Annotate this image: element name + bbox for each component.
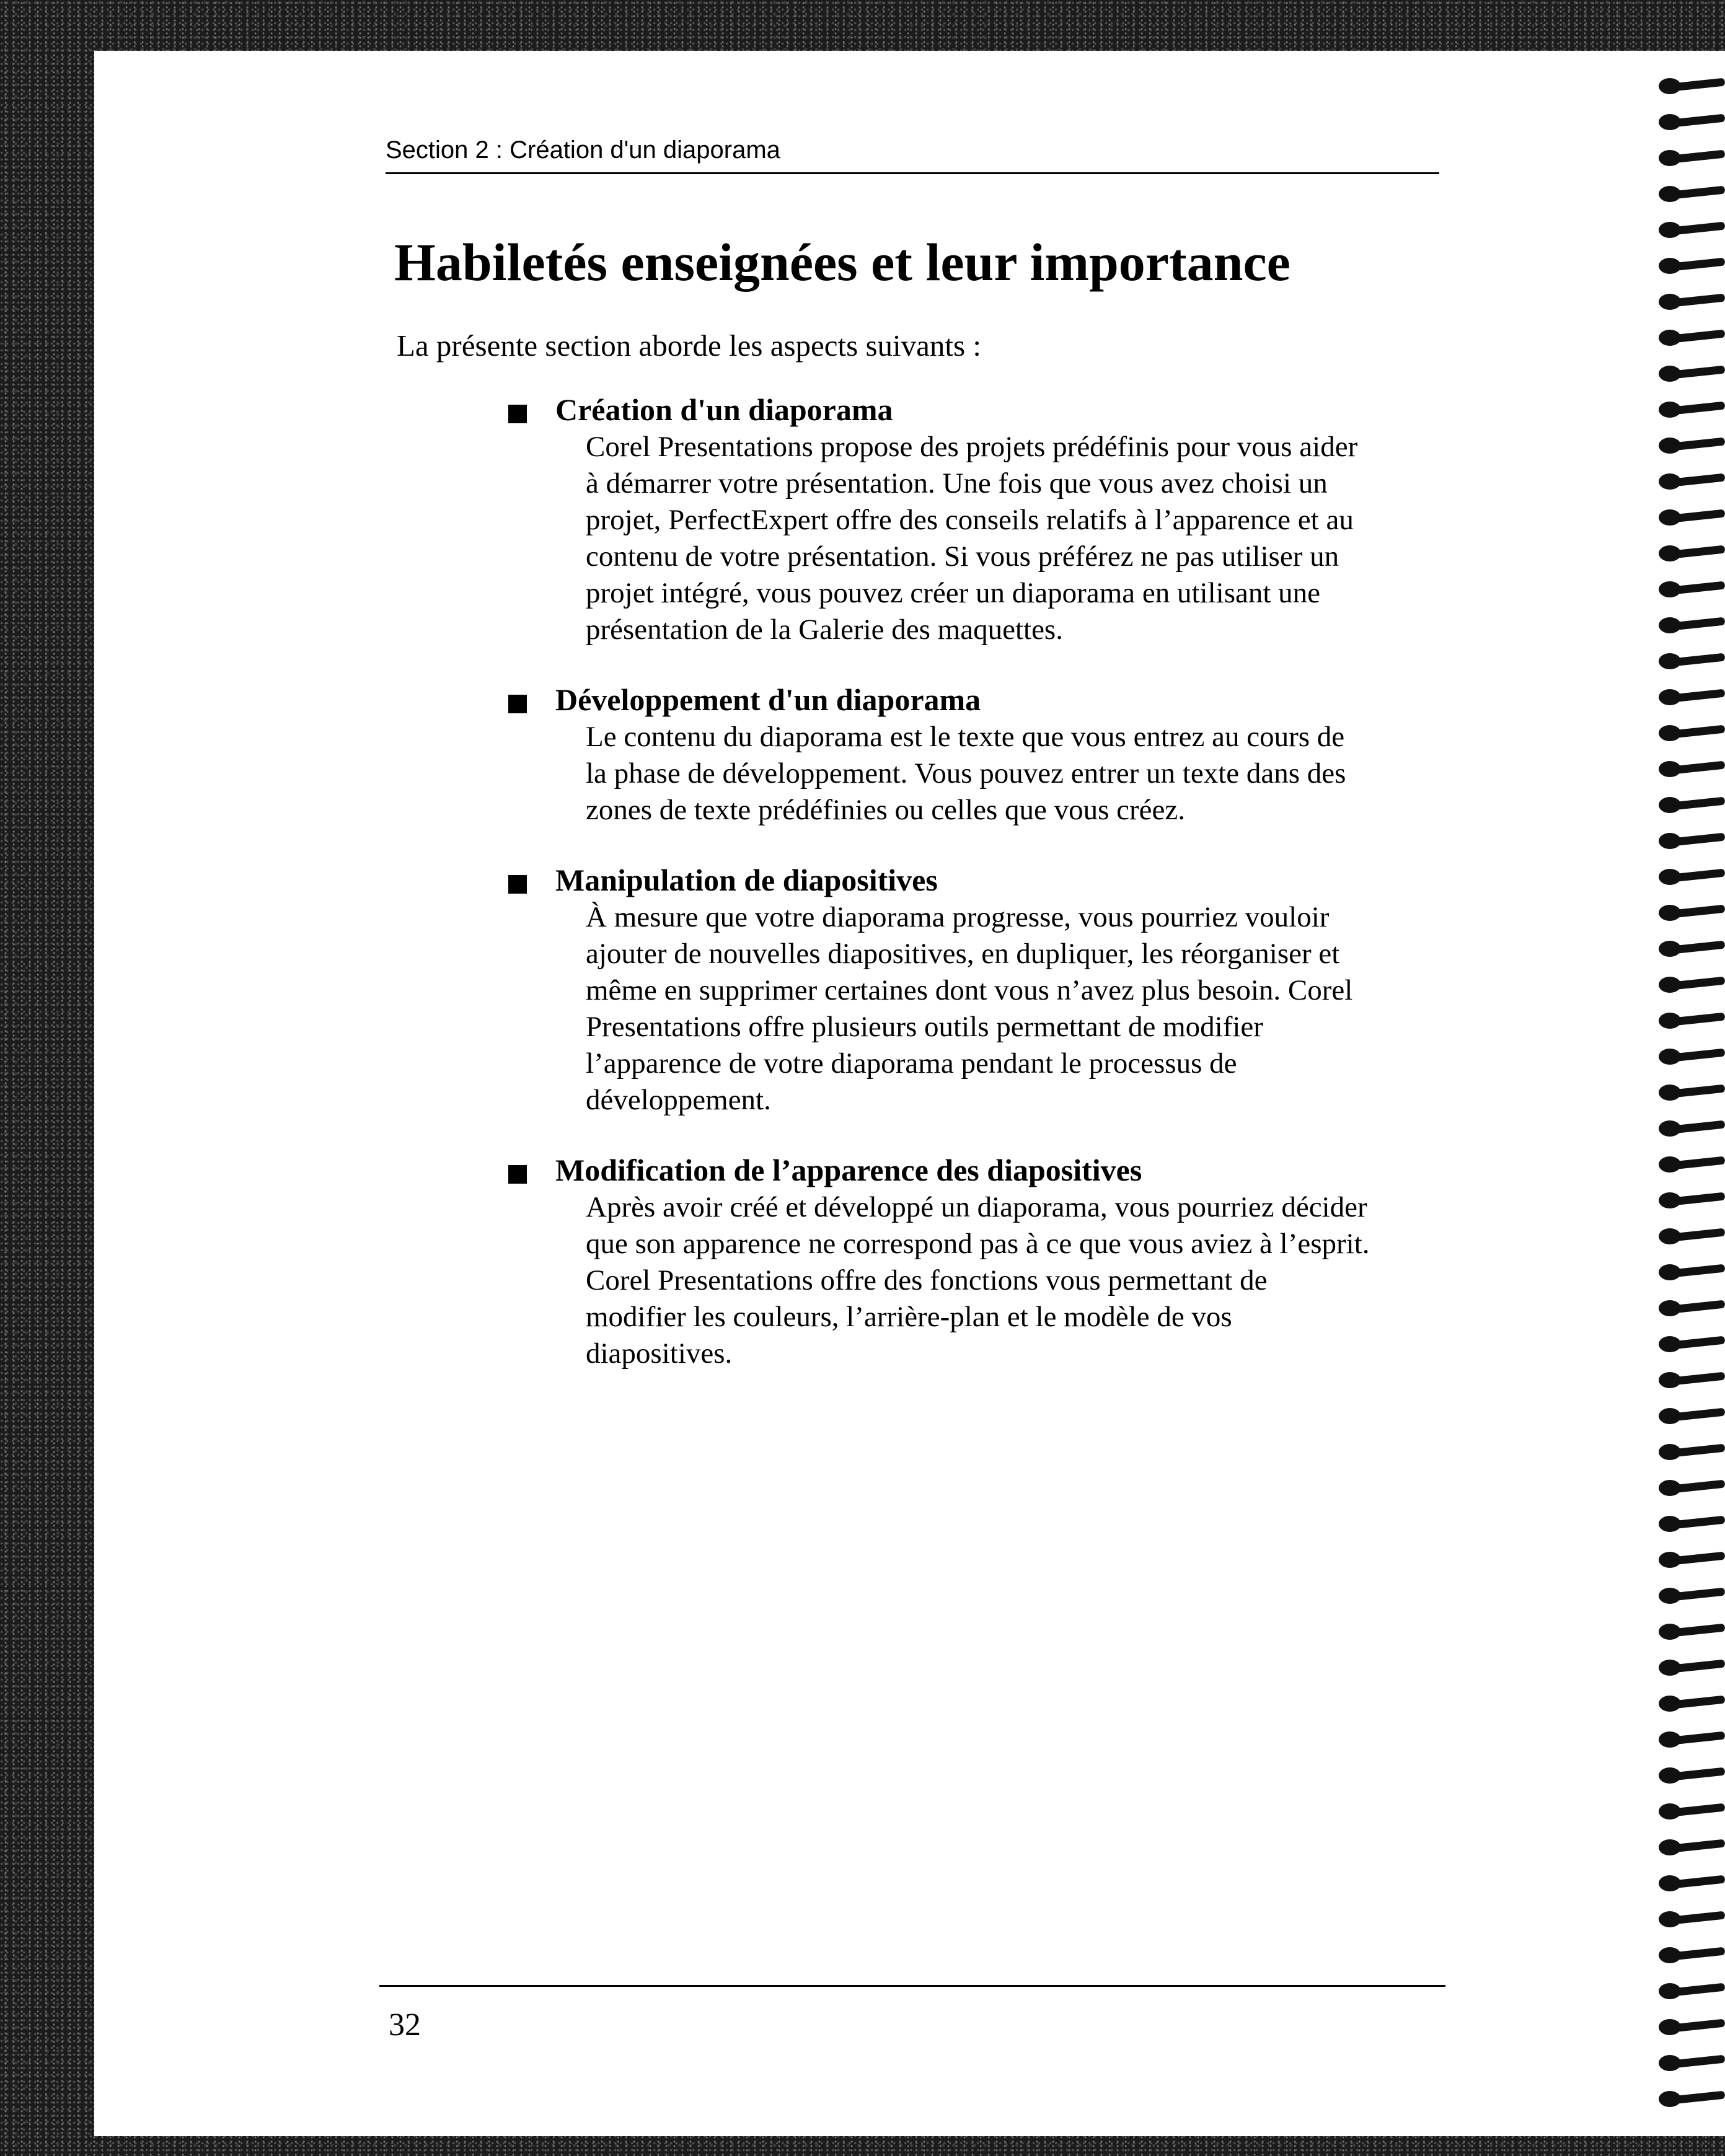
binding-coil bbox=[1659, 721, 1725, 746]
page-number: 32 bbox=[389, 2007, 421, 2043]
coil-wire bbox=[1672, 150, 1725, 164]
binding-coil bbox=[1659, 2051, 1725, 2076]
coil-wire bbox=[1672, 402, 1725, 415]
coil-wire bbox=[1672, 1767, 1725, 1781]
binding-coil bbox=[1659, 757, 1725, 782]
binding-coil bbox=[1659, 1584, 1725, 1609]
item-title: Création d'un diaporama bbox=[555, 392, 893, 427]
binding-coil bbox=[1659, 1764, 1725, 1789]
square-bullet-icon bbox=[508, 695, 527, 713]
intro-text: La présente section aborde les aspects suivants : bbox=[397, 328, 981, 363]
coil-wire bbox=[1672, 725, 1725, 739]
binding-coil bbox=[1659, 542, 1725, 566]
binding-coil bbox=[1659, 685, 1725, 710]
binding-coil bbox=[1659, 1800, 1725, 1824]
binding-coil bbox=[1659, 2087, 1725, 2112]
binding-coil bbox=[1659, 614, 1725, 638]
binding-coil bbox=[1659, 254, 1725, 279]
coil-wire bbox=[1672, 1444, 1725, 1458]
coil-wire bbox=[1672, 2055, 1725, 2069]
binding-coil bbox=[1659, 1081, 1725, 1106]
coil-wire bbox=[1672, 1264, 1725, 1278]
binding-coil bbox=[1659, 1404, 1725, 1429]
coil-wire bbox=[1672, 1228, 1725, 1242]
body-line: À mesure que votre diaporama progresse, vous pourriez vouloir bbox=[586, 901, 1330, 933]
coil-wire bbox=[1672, 1660, 1725, 1673]
coil-wire bbox=[1672, 581, 1725, 595]
binding-coil bbox=[1659, 74, 1725, 99]
coil-wire bbox=[1672, 1947, 1725, 1961]
binding-coil bbox=[1659, 434, 1725, 459]
coil-wire bbox=[1672, 1983, 1725, 1997]
binding-coil bbox=[1659, 1728, 1725, 1753]
coil-wire bbox=[1672, 1839, 1725, 1853]
binding-coil bbox=[1659, 1943, 1725, 1968]
binding-coil bbox=[1659, 1979, 1725, 2004]
binding-coil bbox=[1659, 1153, 1725, 1177]
coil-wire bbox=[1672, 438, 1725, 451]
skills-list bbox=[508, 390, 1457, 1404]
body-line: zones de texte prédéfinies ou celles que vous créez. bbox=[586, 794, 1185, 826]
item-title: Manipulation de diapositives bbox=[555, 863, 938, 897]
item-body bbox=[555, 719, 1457, 829]
binding-coil bbox=[1659, 1189, 1725, 1213]
coil-wire bbox=[1672, 222, 1725, 235]
coil-wire bbox=[1672, 186, 1725, 200]
binding-coil bbox=[1659, 398, 1725, 423]
coil-wire bbox=[1672, 1911, 1725, 1925]
body-line: Corel Presentations propose des projets prédéfinis pour vous aider bbox=[586, 431, 1358, 463]
list-item bbox=[508, 861, 1457, 1119]
binding-coil bbox=[1659, 901, 1725, 926]
coil-wire bbox=[1672, 366, 1725, 379]
body-line: à démarrer votre présentation. Une fois que vous avez choisi un bbox=[586, 467, 1328, 499]
coil-wire bbox=[1672, 1336, 1725, 1350]
item-title: Développement d'un diaporama bbox=[555, 682, 981, 717]
coil-wire bbox=[1672, 1408, 1725, 1422]
item-title: Modification de l’apparence des diapositives bbox=[555, 1153, 1142, 1187]
binding-coil bbox=[1659, 110, 1725, 135]
coil-wire bbox=[1672, 617, 1725, 631]
footer-rule bbox=[379, 1985, 1445, 1987]
body-line: ajouter de nouvelles diapositives, en dupliquer, les réorganiser et bbox=[586, 938, 1340, 970]
coil-wire bbox=[1672, 1552, 1725, 1565]
binding-coil bbox=[1659, 1512, 1725, 1537]
binding-coil bbox=[1659, 793, 1725, 818]
binding-coil bbox=[1659, 470, 1725, 495]
list-item bbox=[508, 1151, 1457, 1372]
body-line: Le contenu du diaporama est le texte que vous entrez au cours de bbox=[586, 721, 1345, 753]
binding-coil bbox=[1659, 1620, 1725, 1645]
coil-wire bbox=[1672, 1696, 1725, 1709]
item-body bbox=[555, 429, 1457, 648]
coil-wire bbox=[1672, 1013, 1725, 1026]
binding-coil bbox=[1659, 506, 1725, 530]
coil-wire bbox=[1672, 1516, 1725, 1529]
square-bullet-icon bbox=[508, 1165, 527, 1184]
coil-wire bbox=[1672, 1120, 1725, 1134]
binding-coil bbox=[1659, 1548, 1725, 1573]
coil-wire bbox=[1672, 653, 1725, 667]
list-item bbox=[508, 680, 1457, 829]
binding-coil bbox=[1659, 1296, 1725, 1321]
binding-coil bbox=[1659, 829, 1725, 854]
binding-coil bbox=[1659, 1907, 1725, 1932]
body-line: Après avoir créé et développé un diaporama, vous pourriez décider bbox=[586, 1191, 1367, 1223]
coil-wire bbox=[1672, 294, 1725, 307]
binding-coil bbox=[1659, 937, 1725, 962]
coil-wire bbox=[1672, 941, 1725, 954]
body-line: même en supprimer certaines dont vous n’avez plus besoin. Corel bbox=[586, 974, 1353, 1006]
binding-coil bbox=[1659, 1440, 1725, 1465]
coil-wire bbox=[1672, 905, 1725, 918]
coil-wire bbox=[1672, 545, 1725, 559]
binding-coil bbox=[1659, 578, 1725, 602]
coil-wire bbox=[1672, 1480, 1725, 1494]
binding-coil bbox=[1659, 865, 1725, 890]
header-rule bbox=[386, 172, 1439, 174]
binding-coil bbox=[1659, 218, 1725, 243]
coil-wire bbox=[1672, 78, 1725, 92]
body-line: présentation de la Galerie des maquettes. bbox=[586, 614, 1063, 646]
binding-coil bbox=[1659, 146, 1725, 171]
coil-wire bbox=[1672, 2091, 1725, 2105]
coil-wire bbox=[1672, 509, 1725, 523]
binding-coil bbox=[1659, 1009, 1725, 1034]
binding-coil bbox=[1659, 1656, 1725, 1681]
coil-wire bbox=[1672, 833, 1725, 847]
body-line: diapositives. bbox=[586, 1337, 733, 1370]
body-line: Corel Presentations offre des fonctions vous permettant de bbox=[586, 1264, 1268, 1296]
binding-coil bbox=[1659, 1692, 1725, 1717]
page-title: Habiletés enseignées et leur importance bbox=[394, 232, 1290, 292]
coil-wire bbox=[1672, 1372, 1725, 1386]
binding-coil bbox=[1659, 1332, 1725, 1357]
binding-coil bbox=[1659, 1261, 1725, 1285]
square-bullet-icon bbox=[508, 875, 527, 894]
item-body bbox=[555, 899, 1457, 1119]
square-bullet-icon bbox=[508, 405, 527, 423]
coil-wire bbox=[1672, 330, 1725, 343]
coil-wire bbox=[1672, 1085, 1725, 1098]
list-item bbox=[508, 390, 1457, 648]
body-line: projet, PerfectExpert offre des conseils relatifs à l’apparence et au bbox=[586, 504, 1354, 536]
coil-wire bbox=[1672, 114, 1725, 128]
coil-wire bbox=[1672, 1049, 1725, 1062]
body-line: projet intégré, vous pouvez créer un diaporama en utilisant une bbox=[586, 577, 1321, 609]
coil-wire bbox=[1672, 1875, 1725, 1889]
coil-wire bbox=[1672, 761, 1725, 775]
coil-wire bbox=[1672, 1624, 1725, 1637]
item-body bbox=[555, 1189, 1457, 1372]
binding-coil bbox=[1659, 649, 1725, 674]
binding-coil bbox=[1659, 1117, 1725, 1142]
body-line: Presentations offre plusieurs outils permettant de modifier bbox=[586, 1011, 1263, 1043]
binding-coil bbox=[1659, 290, 1725, 315]
body-line: contenu de votre présentation. Si vous préférez ne pas utiliser un bbox=[586, 540, 1339, 573]
binding-coil bbox=[1659, 1836, 1725, 1860]
coil-wire bbox=[1672, 258, 1725, 271]
binding-coil bbox=[1659, 362, 1725, 387]
binding-coil bbox=[1659, 1368, 1725, 1393]
coil-wire bbox=[1672, 1588, 1725, 1601]
binding-coil bbox=[1659, 326, 1725, 351]
coil-wire bbox=[1672, 977, 1725, 990]
binding-coil bbox=[1659, 1872, 1725, 1896]
binding-coil bbox=[1659, 1225, 1725, 1249]
coil-wire bbox=[1672, 797, 1725, 811]
binding-coil bbox=[1659, 182, 1725, 207]
binding-coil bbox=[1659, 1476, 1725, 1501]
coil-wire bbox=[1672, 2019, 1725, 2033]
coil-wire bbox=[1672, 1300, 1725, 1314]
body-line: la phase de développement. Vous pouvez entrer un texte dans des bbox=[586, 757, 1346, 790]
body-line: l’apparence de votre diaporama pendant le processus de bbox=[586, 1047, 1237, 1080]
coil-wire bbox=[1672, 1192, 1725, 1206]
body-line: développement. bbox=[586, 1084, 771, 1116]
coil-wire bbox=[1672, 1156, 1725, 1170]
body-line: modifier les couleurs, l’arrière-plan et le modèle de vos bbox=[586, 1301, 1232, 1333]
binding-coil bbox=[1659, 2015, 1725, 2040]
coil-wire bbox=[1672, 1731, 1725, 1745]
binding-coil bbox=[1659, 973, 1725, 998]
binding-coil bbox=[1659, 1045, 1725, 1070]
coil-wire bbox=[1672, 869, 1725, 882]
coil-wire bbox=[1672, 473, 1725, 487]
coil-wire bbox=[1672, 1803, 1725, 1817]
body-line: que son apparence ne correspond pas à ce que vous aviez à l’esprit. bbox=[586, 1228, 1370, 1260]
coil-wire bbox=[1672, 689, 1725, 703]
spiral-binding bbox=[1659, 62, 1725, 2132]
running-header: Section 2 : Création d'un diaporama bbox=[386, 136, 780, 164]
